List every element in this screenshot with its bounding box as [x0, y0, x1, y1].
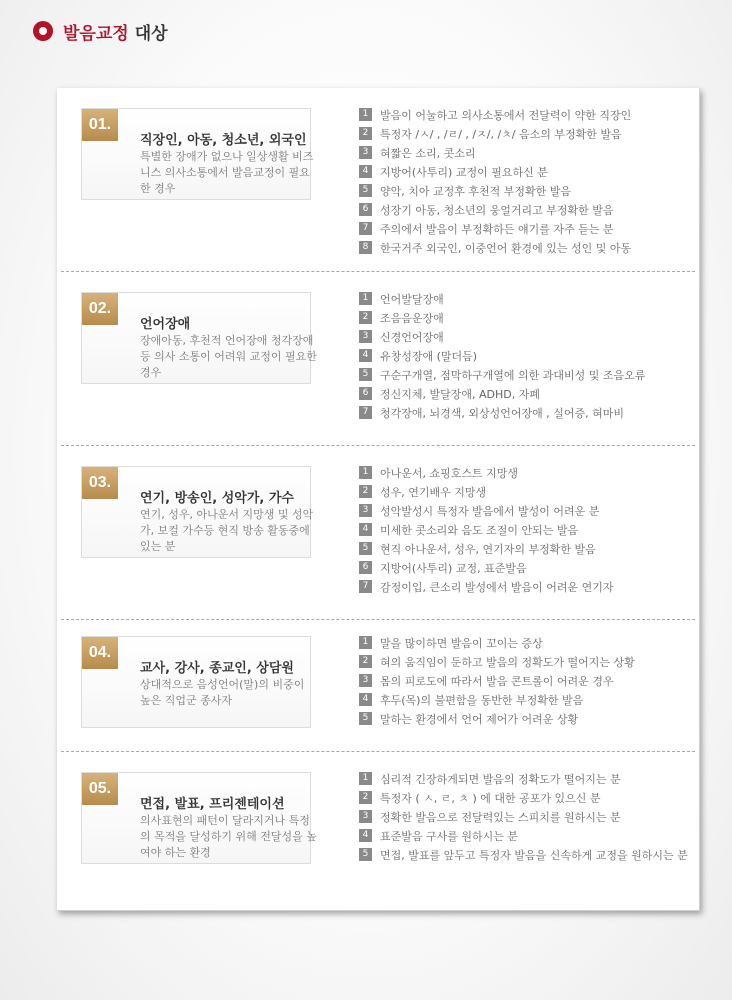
item-text: 심리적 긴장하게되면 발음의 정확도가 떨어지는 분: [380, 773, 621, 786]
item-number-box: 1: [359, 636, 372, 649]
category-description: 연기, 성우, 아나운서 지망생 및 성악가, 보컬 가수등 현직 방송 활동중에 있는 분: [140, 508, 314, 553]
item-number-box: 3: [359, 146, 372, 159]
item-text: 특정자 /ㅅ/ , /ㄹ/ , /ㅈ/, /ㅊ/ 음소의 부정확한 발음: [380, 128, 622, 141]
category-title: 교사, 강사, 종교인, 상담원: [140, 661, 294, 676]
item-number-box: 5: [359, 368, 372, 381]
category-description: 특별한 장애가 없으나 일상생활 비즈니스 의사소통에서 발음교정이 필요한 경우: [140, 150, 314, 195]
section-number-badge: 05.: [82, 773, 118, 805]
item-number-box: 5: [359, 848, 372, 861]
item-text: 표준발음 구사를 원하시는 분: [380, 830, 519, 843]
item-number-box: 8: [359, 241, 372, 254]
category-title: 직장인, 아동, 청소년, 외국인: [140, 133, 307, 148]
item-text: 정확한 발음으로 전달력있는 스피치를 원하시는 분: [380, 811, 621, 824]
page-title-accent: 발음교정: [63, 23, 129, 44]
item-text: 주의에서 발음이 부정확하든 얘기를 자주 듣는 분: [380, 223, 614, 236]
item-number-box: 2: [359, 127, 372, 140]
category-card: [81, 636, 311, 728]
item-text: 면접, 발표를 앞두고 특정자 발음을 신속하게 교정을 원하시는 분: [380, 849, 688, 862]
section-number-badge: 04.: [82, 637, 118, 669]
category-card: [81, 772, 317, 864]
item-number-box: 3: [359, 810, 372, 823]
category-title: 언어장애: [140, 317, 191, 332]
item-number-box: 2: [359, 791, 372, 804]
target-section: [57, 620, 699, 752]
item-text: 지방어(사투리) 교정, 표준발음: [380, 562, 527, 575]
item-text: 유창성장애 (말더듬): [380, 350, 478, 363]
item-number-box: 3: [359, 330, 372, 343]
target-section: [57, 446, 699, 620]
item-number-box: 4: [359, 165, 372, 178]
target-section: [57, 88, 699, 272]
item-number-box: 6: [359, 561, 372, 574]
category-title: 면접, 발표, 프리젠테이션: [140, 797, 285, 812]
item-text: 성우, 연기배우 지망생: [380, 486, 487, 499]
item-text: 감정이입, 큰소리 발성에서 발음이 어려운 연기자: [380, 581, 614, 594]
page-title: 대상: [134, 23, 168, 44]
item-text: 말을 많이하면 발음이 꼬이는 증상: [380, 637, 543, 650]
category-card: [81, 108, 314, 200]
item-number-box: 4: [359, 349, 372, 362]
item-text: 혀짧은 소리, 콧소리: [380, 147, 476, 160]
item-number-box: 7: [359, 222, 372, 235]
item-number-box: 5: [359, 542, 372, 555]
item-text: 청각장애, 뇌경색, 외상성언어장애 , 실어증, 혀마비: [380, 407, 624, 420]
item-text: 혀의 움직임이 둔하고 발음의 정확도가 떨어지는 상황: [380, 656, 635, 669]
category-title: 연기, 방송인, 성악가, 가수: [140, 491, 294, 506]
item-text: 말하는 환경에서 언어 제어가 어려운 상황: [380, 713, 579, 726]
item-text: 정신지체, 발달장애, ADHD, 자폐: [380, 388, 540, 401]
item-text: 아나운서, 쇼핑호스트 지망생: [380, 467, 519, 480]
item-number-box: 6: [359, 203, 372, 216]
section-number-badge: 02.: [82, 293, 118, 325]
item-text: 양악, 치아 교정후 후천적 부정확한 발음: [380, 185, 571, 198]
item-number-box: 3: [359, 504, 372, 517]
item-text: 언어발달장애: [380, 293, 444, 306]
item-text: 한국거주 외국인, 이중언어 환경에 있는 성인 및 아동: [380, 242, 632, 255]
item-number-box: 3: [359, 674, 372, 687]
item-text: 지방어(사투리) 교정이 필요하신 분: [380, 166, 548, 179]
item-number-box: 7: [359, 406, 372, 419]
item-number-box: 2: [359, 655, 372, 668]
section-number-badge: 01.: [82, 109, 118, 141]
item-text: 미세한 콧소리와 음도 조절이 안되는 발음: [380, 524, 579, 537]
item-number-box: 4: [359, 523, 372, 536]
item-text: 조음음운장애: [380, 312, 444, 325]
category-card: [81, 292, 317, 384]
item-number-box: 5: [359, 184, 372, 197]
category-description: 의사표현의 패턴이 달라지거나 특정의 목적을 달성하기 위해 전달성을 높여야 하는 환경: [140, 814, 317, 859]
item-number-box: 5: [359, 712, 372, 725]
item-text: 현직 아나운서, 성우, 연기자의 부정확한 발음: [380, 543, 596, 556]
item-number-box: 1: [359, 466, 372, 479]
target-section: [57, 272, 699, 446]
item-number-box: 1: [359, 292, 372, 305]
item-number-box: 4: [359, 693, 372, 706]
page-header: [33, 18, 168, 44]
item-text: 성장기 아동, 청소년의 웅얼거리고 부정확한 발음: [380, 204, 614, 217]
item-number-box: 7: [359, 580, 372, 593]
item-number-box: 6: [359, 387, 372, 400]
category-description: 장애아동, 후천적 언어장애 청각장애등 의사 소통이 어려워 교정이 필요한 경우: [140, 334, 317, 379]
item-text: 발음이 어눌하고 의사소통에서 전달력이 약한 직장인: [380, 109, 632, 122]
item-text: 특정자 ( ㅅ, ㄹ, ㅊ ) 에 대한 공포가 있으신 분: [380, 792, 601, 805]
item-text: 신경언어장애: [380, 331, 444, 344]
item-text: 후두(목)의 불편함을 동반한 부정확한 발음: [380, 694, 584, 707]
section-number-badge: 03.: [82, 467, 118, 499]
record-bullet-icon: [33, 21, 53, 41]
item-number-box: 1: [359, 772, 372, 785]
item-number-box: 4: [359, 829, 372, 842]
item-text: 성악발성시 특정자 발음에서 발성이 어려운 분: [380, 505, 600, 518]
content-panel: [57, 88, 700, 911]
item-number-box: 2: [359, 311, 372, 324]
item-number-box: 2: [359, 485, 372, 498]
item-number-box: 1: [359, 108, 372, 121]
item-text: 구순구개열, 점막하구개열에 의한 과대비성 및 조음오류: [380, 369, 646, 382]
category-description: 상대적으로 음성언어(말)의 비중이 높은 직업군 종사자: [140, 678, 305, 707]
target-section: [57, 752, 699, 910]
item-text: 몸의 피로도에 따라서 발음 콘트롤이 어려운 경우: [380, 675, 614, 688]
category-card: [81, 466, 314, 558]
